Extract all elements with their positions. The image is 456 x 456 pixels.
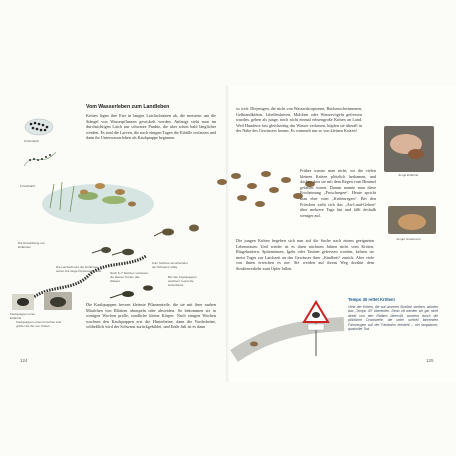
- caption-kaulquappen-frosch: Kaulquappen eines Frosches sind größer als die von Kröten.: [16, 320, 62, 328]
- caption-froschlaich: Froschlaich: [20, 184, 36, 188]
- right-page-number: 125: [426, 358, 434, 363]
- left-body-text: Kröten legen ihre Eier in langen Laichschnüren ab, die meistens um die Stängel von Wasserpflanzen gewickelt werden. Anfangs sieht man im durchsichtigen Laich nur schwarze Punkte, die aber schon bald länglicher werden. Es sind die Larven, die nach einigen Tagen die Eihülle verlassen und dann ihr Unterwasserleben als Kaulquappe beginnen.: [86, 113, 216, 141]
- left-page-number: 124: [20, 358, 28, 363]
- page-gutter: [226, 86, 230, 382]
- road-warning-sign-illustration: [234, 296, 344, 360]
- tempo30-box-text: Viele der Kröten, die auf unseren Straßen sterben, würden das „Tempo 30“ überleben. Denn oft werden sie gar nicht direkt von den Rädern überrollt, sondern durch die plötzliche Druckwelle, die unter schnell fahrenden Fahrzeugen auf der Fahrbahn entsteht – ein langsamer, qualvoller Tod.: [348, 305, 438, 332]
- right-body-text-3: Die jungen Kröten begeben sich nun auf die Suche nach einem geeigneten Lebensraum. Und wieder ist es ihren nächsten Jahren nicht vom Kröten, Ringelnattern, Spitzmäusen, Igeln oder Tauben gefressen worden, kehren sie meist Tages zur Laichzeit an das Gewässer ihrer „Kindheit“ zurück. Aber viele von ihnen erreichen es nie: Sie werden auf ihrem Weg dorthin dem Straßenverkehr zum Opfer fallen.: [236, 238, 374, 271]
- caption-junge-erdkroete: Junge Erdkröte: [398, 173, 419, 177]
- caption-kaulquappen-kroete: Kaulquappen einer Erdkröte: [10, 312, 36, 320]
- caption-laichschnuere: Die Laichschnüre der Erdkröten sehen wie lange Perlenketten aus.: [56, 265, 102, 273]
- left-body-text-2: Die Kaulquappen fressen kleinste Pflanzenteile, die sie mit ihrer rauhen Mäulchen von Blättern abraspeln oder abweiden. So bekommen sie in wenigen Wochen pralle, rundliche kleine Körper. Nach einigen Wochen wachsen den Kaulquappen erst die Hinterbeine, dann die Vorderbeine, schließlich wird der Schwanz zurückgebildet, und Ende Juli ist es dann: [86, 302, 216, 330]
- right-body-text: so weit: Diejenigen, die nicht von Wasserskorpionen, Rückenschwimmern, Gelbrandkäfern, Libellenlarven, Molchen oder Wasservögeln gefressen wurden, gehen als junge, noch nicht einmal erbsengroße Kröten an Land. Weil Hunderte fast gleichzeitig das Wasser verlassen, hüpfen sie überall in der Nähe des Gewässers herum. Es wimmelt nur so von kleinen Kröten!: [236, 106, 362, 134]
- krotenlaich-illustration: [24, 118, 54, 136]
- tadpole-stages-illustration: [98, 222, 206, 262]
- caption-nach-wochen: Nach 6–7 Wochen verlassen die kleinen Kröten das Wasser.: [110, 271, 149, 283]
- kaulquappen-kroete-photo: [12, 294, 34, 310]
- caption-entwicklung: Die Entwicklung von Erdkröten: [18, 241, 46, 249]
- left-heading: Vom Wasserleben zum Landleben: [86, 104, 170, 110]
- tempo30-box-heading: Tempo 30 rettet Kröten!: [348, 297, 395, 302]
- caption-krotenlaich: Krötenlaich: [24, 139, 40, 143]
- kaulquappen-frosch-photo: [44, 292, 72, 310]
- right-body-text-2: Früher wusste man nicht, wo die vielen kleinen Kröten plötzlich herkamen, und dachte, dass sie mit dem Regen vom Himmel gefallen waren. Darum nannte man diese Erscheinung „Froschregen“. Heute spricht man eher vom „Krötenregen“. Bei den Fröschen zieht sich das „An-Land-Gehen“ über mehrere Tage hin und fällt deshalb weniger auf.: [300, 168, 376, 218]
- caption-junger-grasfrosch: Junger Grasfrosch: [396, 237, 421, 241]
- froschlaich-illustration: [22, 148, 58, 170]
- caption-zum-schluss: Zum Schluss verschwindet der Schwanz völlig.: [152, 261, 188, 269]
- junger-grasfrosch-photo: [388, 206, 436, 234]
- caption-bei-kaulquappen: Bei den Kaulquappen wachsen zuerst die Hinterbeine.: [168, 275, 197, 287]
- junge-erdkroete-photo: [384, 126, 434, 172]
